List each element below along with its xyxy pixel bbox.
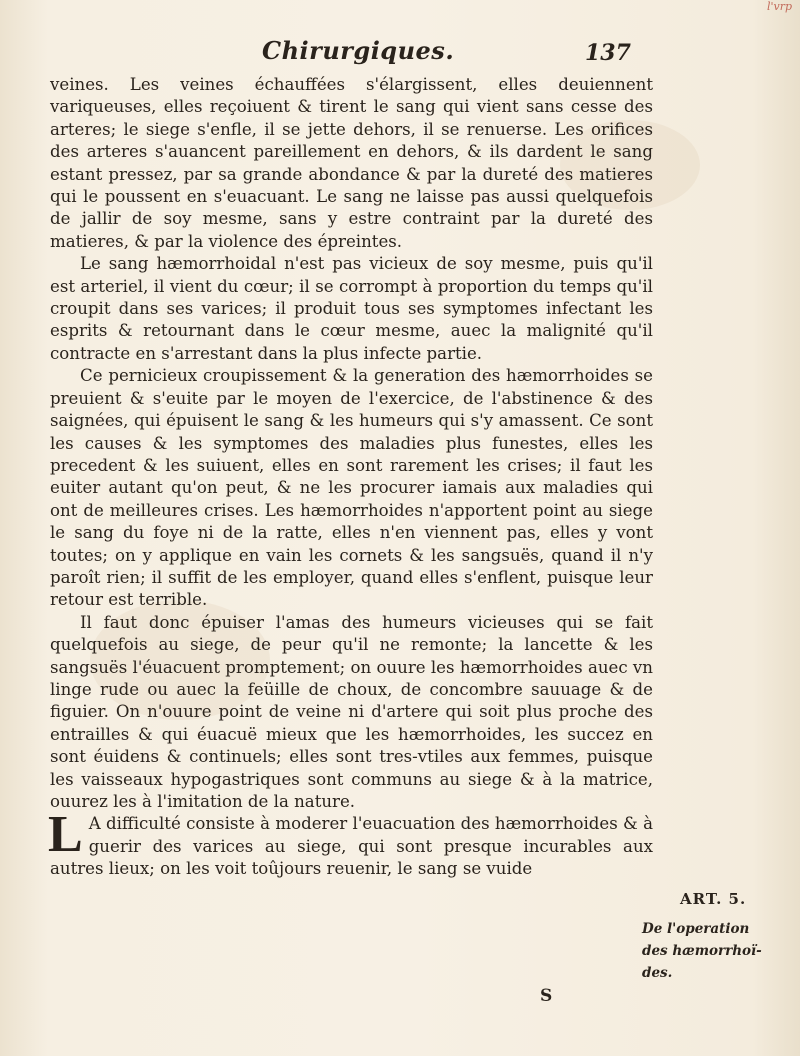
page-number: 137 [585, 40, 631, 66]
paragraph: Il faut donc épuiser l'amas des humeurs vicieuses qui se fait quelquefois au siege, de peur qu'il ne remonte; la lancette & les sangsuës l'éuacuent promptement; on ouure les hæmorrhoides auec vn linge rude ou auec la feüille de choux, de concombre sauuage & de figuier. On n'ouure point de veine ni d'artere qui soit plus proche des entrailles & qui éuacuë mieux que les hæmorrhoides, les succez en sont éuidens & continuels; elles sont tres-vtiles aux femmes, puisque les vaisseaux hypogastriques sont communs au siege & à la matrice, ouurez les à l'imitation de la nature. [50, 612, 653, 811]
article-paragraph [48, 806, 653, 880]
paragraph: Le sang hæmorrhoidal n'est pas vicieux de soy mesme, puis qu'il est arteriel, il vient du cœur; il se corrompt à proportion du temps qu'il croupit dans ses varices; il produit tous ses symptomes infectant les esprits & retournant dans le cœur mesme, auec la malignité qu'il contracte en s'arrestant dans la plus infecte partie. [50, 254, 653, 363]
drop-cap: L [48, 806, 83, 864]
running-title: Chirurgiques. [262, 36, 455, 65]
paragraph-text: A difficulté consiste à moderer l'euacuation des hæmorrhoides & à guerir des varices au siege, qui sont presque incurables aux autres lieux; on les voit toûjours reuenir, le sang se vuide [50, 814, 653, 879]
paragraph: Ce pernicieux croupissement & la generation des hæmorrhoides se preuient & s'euite par le moyen de l'exercice, de l'abstinence & des saignées, qui épuisent le sang & les humeurs qui s'y amassent. Ce sont les causes & les symptomes des maladies plus funestes, elles les precedent & les suiuent, elles en sont rarement les crises; il faut les euiter autant qu'on peut, & ne les procurer iamais aux maladies qui ont de meilleures crises. Les hæmorrhoides n'apportent point au siege le sang du foye ni de la ratte, elles n'en viennent pas, elles y vont toutes; on y applique en vain les cornets & les sangsuës, quand il n'y paroît rien; il suffit de les employer, quand elles s'enflent, puisque leur retour est terrible. [50, 366, 653, 610]
margin-note [642, 918, 798, 984]
paragraph: veines. Les veines échauffées s'élargissent, elles deuiennent variqueuses, elles reçoiuent & tirent le sang qui vient sans cesse des arteres; le siege s'enfle, il se jette dehors, il se renuerse. Les orifices des arteres s'auancent pareillement en dehors, & ils dardent le sang estant pressez, par sa grande abondance & par la dureté des matieres qui le poussent en s'euacuant. Le sang ne laisse pas aussi quelquefois de jallir de soy mesme, sans y estre contraint par la dureté des matieres, & par la violence des épreintes. [50, 75, 653, 251]
corner-mark: l'vrp [766, 0, 792, 13]
margin-note-line: De l'operation [642, 921, 750, 937]
body-text [50, 74, 653, 881]
signature-mark: S [540, 986, 553, 1006]
margin-note-line: des. [642, 965, 673, 981]
running-head [0, 32, 800, 72]
article-number: ART. 5. [680, 890, 747, 908]
margin-note-line: des hæmorrhoï- [642, 943, 762, 959]
